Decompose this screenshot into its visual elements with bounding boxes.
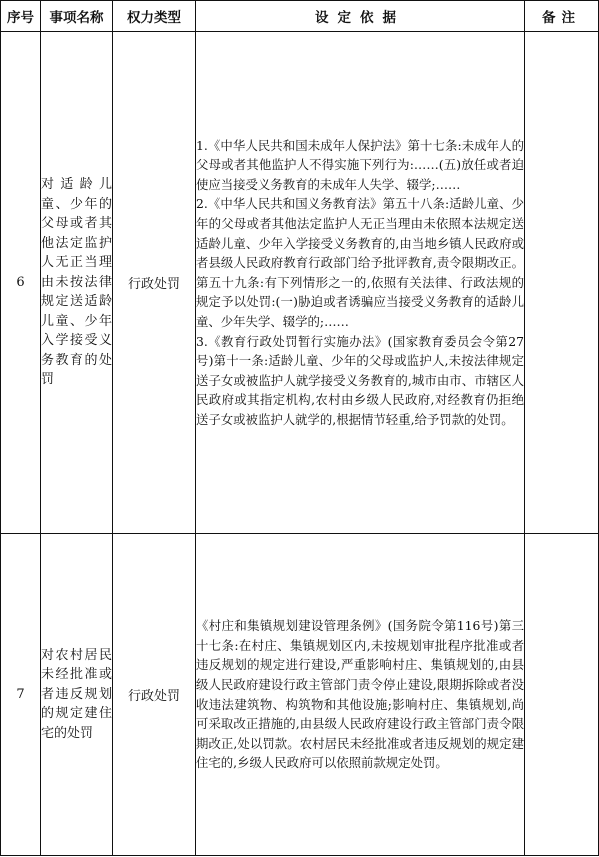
table-header-row: [1, 1, 599, 32]
row-item-name: 对适龄儿童、少年的父母或者其他法定监护人无正当理由未按法律规定送适龄儿童、少年入学接受义务教育的处罚: [41, 32, 113, 534]
header-item-name: 事项名称: [41, 1, 113, 32]
row-seq: 6: [1, 32, 41, 534]
header-notes: 备注: [525, 1, 599, 32]
basis-paragraph: 《村庄和集镇规划建设管理条例》(国务院令第116号)第三十七条:在村庄、集镇规划区内,未按规划审批程序批准或者违反规划的规定进行建设,严重影响村庄、集镇规划的,由县级人民政府建设行政主管部门责令停止建设,限期拆除或者没收违法建筑物、构筑物和其他设施;影响村庄、集镇规划,尚可采取改正措施的,由县级人民政府建设行政主管部门责令限期改正,处以罚款。农村居民未经批准或者违反规划的规定建住宅的,乡级人民政府可以依照前款规定处罚。: [196, 618, 524, 771]
basis-paragraph: 2.《中华人民共和国义务教育法》第五十八条:适龄儿童、少年的父母或者其他法定监护人无正当理由未依照本法规定送适龄儿童、少年入学接受义务教育的,由当地乡镇人民政府或者县级人民政府教育行政部门给予批评教育,责令限期改正。第五十九条:有下列情形之一的,依照有关法律、行政法规的规定予以处罚:(一)胁迫或者诱骗应当接受义务教育的适龄儿童、少年失学、辍学的;……: [196, 196, 524, 329]
header-basis: 设定依据: [196, 1, 525, 32]
table-row: [1, 32, 599, 534]
row-item-name: 对农村居民未经批准或者违反规划的规定建住宅的处罚: [41, 534, 113, 856]
row-notes: [525, 534, 599, 856]
basis-paragraph: 3.《教育行政处罚暂行实施办法》(国家教育委员会令第27号)第十一条:适龄儿童、少年的父母或监护人,未按法律规定送子女或被监护人就学接受义务教育的,城市由市、市辖区人民政府或其指定机构,农村由乡级人民政府,对经教育仍拒绝送子女或被监护人就学的,根据情节轻重,给予罚款的处罚。: [196, 333, 524, 427]
header-seq: 序号: [1, 1, 41, 32]
row-power-type: 行政处罚: [113, 534, 196, 856]
row-notes: [525, 32, 599, 534]
basis-paragraph: 1.《中华人民共和国未成年人保护法》第十七条:未成年人的父母或者其他监护人不得实施下列行为:……(五)放任或者迫使应当接受义务教育的未成年人失学、辍学;……: [196, 137, 524, 192]
header-power-type: 权力类型: [113, 1, 196, 32]
table-row: [1, 534, 599, 856]
row-basis: [196, 32, 525, 534]
row-seq: 7: [1, 534, 41, 856]
row-basis: [196, 534, 525, 856]
row-power-type: 行政处罚: [113, 32, 196, 534]
